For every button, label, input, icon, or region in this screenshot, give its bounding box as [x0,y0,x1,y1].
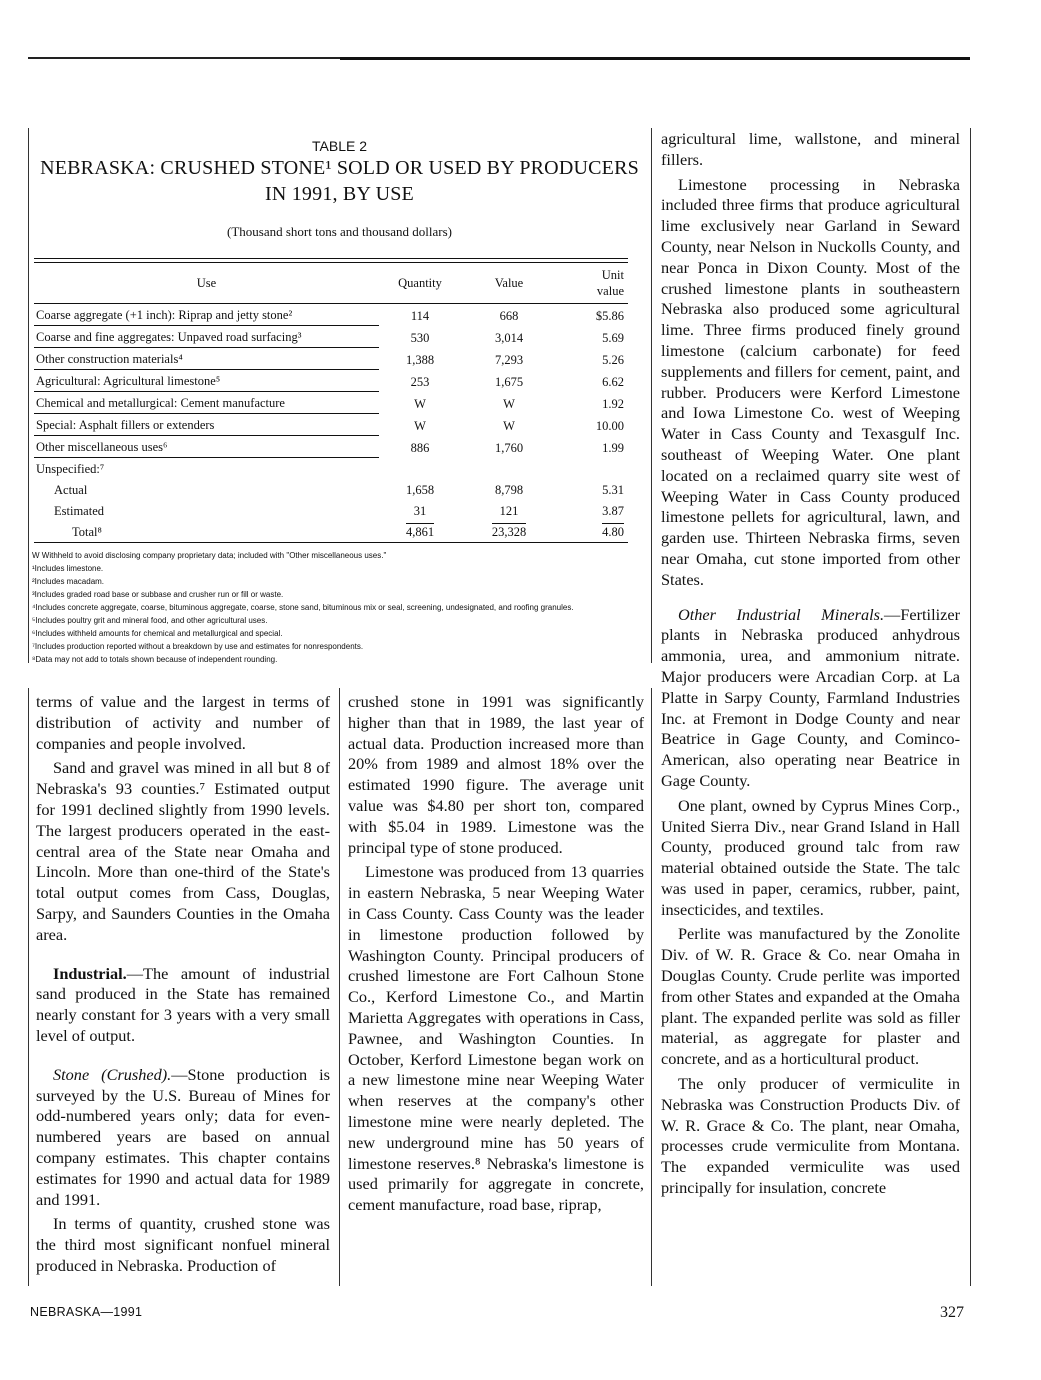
paragraph: Limestone processing in Nebraska included three firms that produce agricultural lime exclusively near Garland in Seward County, near Nelson in Nuckolls County, and near Ponca in Dixon County. Most of the crushed limestone plants in southeastern Nebraska also produced some agricultural lime. Three firms produced finely ground limestone (calcium carbonate) for feed supplements and fillers for cement, paint, and rubber. Producers were Kerford Limestone and Iowa Limestone Co. west of Weeping Water in Cass County and Texasgulf Inc. southeast of Weeping Water. One plant located on a reclaimed quarry site west of Weeping Water in Cass County produced limestone pellets for agricultural, lawn, and garden use. Thirteen Nebraska firms, seven near Omaha, cut stone imported from other States. [661,174,960,589]
row-quantity: 886 [410,440,430,455]
paragraph-text: —The amount of industrial sand produced in the State has remained nearly constant for 3 years with a very small level of output. [36,963,330,1045]
footnote: ⁵Includes poultry grit and mineral food, and other agricultural uses. [32,616,268,625]
table-section [32,132,647,666]
row-value: 1,760 [494,440,524,455]
paragraph: agricultural lime, wallstone, and mineral fillers. [661,129,960,169]
col-header-unit-line1: Unit [601,268,624,282]
row-value: 3,014 [494,330,524,345]
row-unit-value: 6.62 [602,374,624,389]
row-use: Unspecified:⁷ [36,462,105,476]
paragraph [661,605,960,792]
row-quantity: W [414,418,426,433]
paragraph [36,1065,330,1211]
row-value [461,458,557,480]
table-title-line2: IN 1991, BY USE [265,183,414,205]
row-value: W [503,418,515,433]
row-value: 8,798 [494,483,524,497]
table-row [34,458,628,480]
row-quantity [379,458,461,480]
footnote: ¹Includes limestone. [32,564,104,573]
table-footnotes [32,549,642,666]
total-unit-value: 4.80 [602,525,624,539]
row-unit-value: 1.92 [602,396,624,411]
crushed-stone-table [34,258,628,543]
footnote: ⁶Includes withheld amounts for chemical and metallurgical and special. [32,629,283,638]
paragraph: In terms of quantity, crushed stone was the third most significant nonfuel mineral produced in Nebraska. Production of [36,1214,330,1275]
row-value: W [503,396,515,411]
row-use: Special: Asphalt fillers or extenders [34,414,379,436]
row-value [461,521,557,543]
row-unit-value [557,521,628,543]
col-header-unit-value [557,263,628,304]
paragraph: The only producer of vermiculite in Nebraska was Construction Products Div. of W. R. Grace & Co. The plant, near Omaha, processes crude vermiculite from Montana. The expanded vermiculite was used principally for insulation, concrete [661,1074,960,1198]
table-row [34,392,628,414]
paragraph: Sand and gravel was mined in all but 8 of Nebraska's 93 counties.⁷ Estimated output for 1991 declined slightly from 1990 levels. The largest producers operated in the east-central area of the State near Omaha and Lincoln. More than one-third of the State's total output comes from Cass, Douglas, Sarpy, and Saunders Counties in the Omaha area. [36,758,330,944]
table-total-row [34,521,628,543]
row-use [34,521,379,543]
divider-col1-col2 [339,688,340,1286]
table-row [34,500,628,521]
table-row [34,436,628,458]
footnote: ⁷Includes production reported without a breakdown by use and estimates for nonrespondents. [32,642,364,651]
row-quantity: 253 [410,374,430,389]
table-row [34,326,628,348]
row-value: 7,293 [494,352,524,367]
text-column-3 [661,129,960,1199]
col-header-quantity: Quantity [379,263,461,304]
paragraph: Perlite was manufactured by the Zonolite Div. of W. R. Grace & Co. near Omaha in Douglas County. Crude perlite was imported from other States and expanded at the Omaha plant. The expanded perlite was sold as filler material, as aggregate for plaster and concrete, and as a horticultural product. [661,924,960,1069]
paragraph [36,964,330,1047]
divider-col3-left [651,128,652,663]
table-subtitle: (Thousand short tons and thousand dollars) [227,224,452,239]
row-value: 668 [499,308,519,323]
table-row [34,348,628,370]
col-header-value: Value [461,263,557,304]
total-quantity: 4,861 [405,525,435,539]
paragraph-text: —Stone production is surveyed by the U.S. Bureau of Mines for odd-numbered years only; data for even-numbered years are based on annual company estimates. This chapter contains estimates for 1990 and actual data for 1989 and 1991. [36,1064,331,1209]
row-quantity [379,521,461,543]
footnote: ⁴Includes concrete aggregate, coarse, bituminous aggregate, coarse, stone sand, bituminous mix or seal, screening, undesignated, and roofing granules. [32,603,574,612]
row-use: Agricultural: Agricultural limestone⁵ [34,370,379,392]
row-unit-value: $5.86 [595,308,624,323]
divider-table-left [28,128,29,663]
footnote: ³Includes graded road base or subbase and crusher run or fill or waste. [32,590,284,599]
total-label: Total⁸ [72,525,102,539]
row-quantity: 114 [410,308,430,323]
row-unit-value: 3.87 [602,504,624,518]
row-use: Coarse aggregate (+1 inch): Riprap and jetty stone² [34,304,379,326]
row-use: Coarse and fine aggregates: Unpaved road surfacing³ [34,326,379,348]
table-header-row [34,263,628,304]
row-use: Other construction materials⁴ [34,348,379,370]
footnote: ²Includes macadam. [32,577,105,586]
row-value: 1,675 [494,374,524,389]
paragraph: One plant, owned by Cyprus Mines Corp., United Sierra Div., near Grand Island in Hall County, produced ground talc from raw material obtained outside the State. The talc was used in paper, ceramics, rubber, paint, insecticides, and textiles. [661,795,960,919]
row-unit-value: 5.69 [602,330,624,345]
row-quantity: 530 [410,330,430,345]
row-quantity: W [414,396,426,411]
row-quantity: 1,388 [405,352,435,367]
row-use: Other miscellaneous uses⁶ [34,436,379,458]
table-label: TABLE 2 [312,138,367,154]
text-column-1 [36,692,330,1277]
section-heading-industrial: Industrial. [53,963,127,983]
text-column-2 [348,692,644,1216]
running-footer: NEBRASKA—1991 [30,1305,143,1319]
footnote: W Withheld to avoid disclosing company proprietary data; included with "Other miscellaneous uses." [32,551,387,560]
row-value: 121 [499,504,519,518]
row-quantity: 1,658 [405,483,435,497]
row-quantity: 31 [413,504,427,518]
section-heading-other-minerals: Other Industrial Minerals. [678,604,885,624]
row-use: Estimated [54,504,104,518]
footnote: ⁸Data may not add to totals shown because of independent rounding. [32,655,278,664]
paragraph-text: —Fertilizer plants in Nebraska produced anhydrous ammonia, urea, and ammonium nitrate. Major producers were Arcadian Corp. at La Platte in Sarpy County, Farmland Industries Inc. at Fremont in Dodge County and near Beatrice in Gage County, and Cominco-American, also operating near Beatrice in Gage County. [661,604,960,790]
row-use: Chemical and metallurgical: Cement manufacture [34,392,379,414]
row-use: Actual [54,483,88,497]
table-row [34,370,628,392]
row-unit-value [557,458,628,480]
paragraph: terms of value and the largest in terms of distribution of activity and number of companies and people involved. [36,692,330,753]
table-row [34,414,628,436]
row-unit-value: 1.99 [602,440,624,455]
divider-col1-left [28,688,29,1286]
row-unit-value: 10.00 [595,418,624,433]
page-number: 327 [940,1304,964,1321]
total-value: 23,328 [491,525,527,539]
top-rule-thick [340,57,970,60]
section-heading-stone: Stone (Crushed). [53,1064,172,1084]
table-row [34,304,628,326]
divider-col3-left-lower [651,688,652,1286]
row-unit-value: 5.26 [602,352,624,367]
table-title-line1: NEBRASKA: CRUSHED STONE¹ SOLD OR USED BY PRODUCERS [40,157,639,179]
divider-col3-right [970,128,971,1286]
paragraph: crushed stone in 1991 was significantly higher than that in 1989, the last year of actual data. Production increased more than 20% from 1989 and almost 18% over the estimated 1990 figure. The average unit value was $4.80 per short ton, compared with $5.04 in 1989. Limestone was the principal type of stone produced. [348,692,644,857]
paragraph: Limestone was produced from 13 quarries in eastern Nebraska, 5 near Weeping Water in Cass County. Cass County was the leader in limestone production followed by Washington County. Principal producers of crushed limestone are Fort Calhoun Stone Co., Kerford Limestone Co., and Martin Marietta Aggregates with operations in Cass, Pawnee, and Washington Counties. In October, Kerford Limestone began work on a new limestone mine near Weeping Water when reserves at the company's other limestone mine were nearly depleted. The new underground mine has 50 years of limestone reserves.⁸ Nebraska's limestone is used primarily for aggregate in concrete, cement manufacture, road base, riprap, [348,862,644,1215]
row-unit-value: 5.31 [602,483,624,497]
table-row [34,479,628,500]
col-header-use: Use [34,263,379,304]
col-header-unit-line2: value [596,284,624,298]
